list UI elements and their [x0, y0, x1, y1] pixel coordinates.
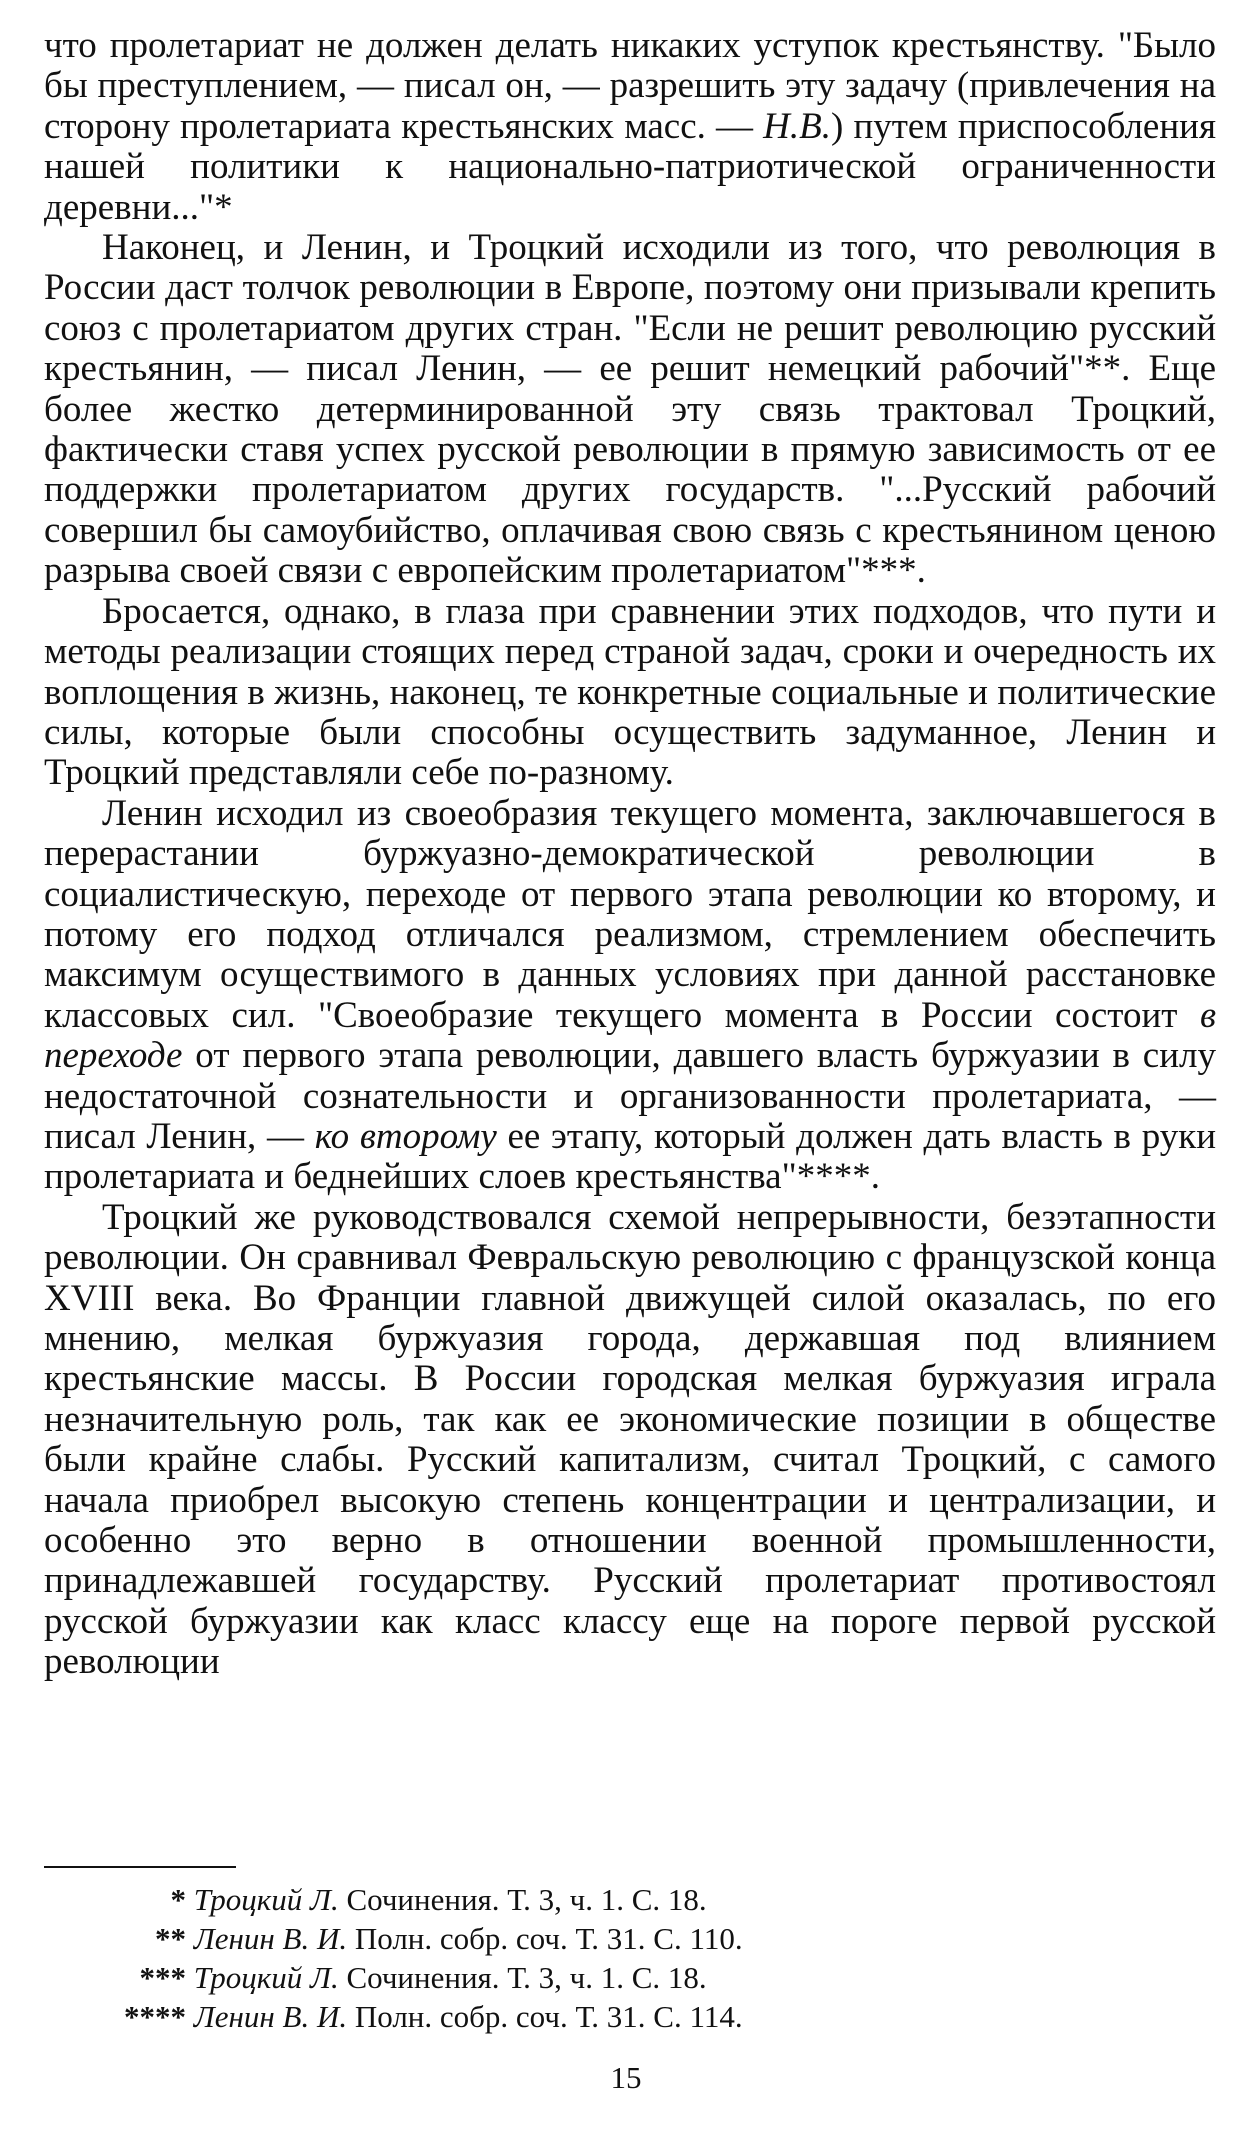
footnote-text: Сочинения. Т. 3, ч. 1. С. 18.: [338, 1882, 707, 1917]
footnote-author: Троцкий Л.: [193, 1882, 339, 1917]
footnote: [104, 1919, 1104, 1958]
footnote-mark: ***: [139, 1960, 186, 1995]
page-body: [44, 26, 1216, 1683]
footnote-author: Ленин В. И.: [193, 1921, 348, 1956]
footnotes: [104, 1880, 1104, 2036]
initials-emphasis: Н.В.: [763, 105, 831, 147]
emphasis-text: в переходе: [44, 994, 1216, 1077]
footnote: [104, 1958, 1104, 1997]
footnote-author: Ленин В. И.: [193, 1999, 348, 2034]
emphasis-text: ко второму: [314, 1115, 497, 1157]
page-number: 15: [610, 2060, 642, 2095]
paragraph: Троцкий же руководствовался схемой непрерывности, безэтапности революции. Он сравнивал Февральскую революцию с французской конца XVIII века. Во Франции главной движущей силой оказалась, по его мнению, мелкая буржуазия города, державшая под влиянием крестьянские массы. В России городская мелкая буржуазия играла незначительную роль, так как ее экономические позиции в обществе были крайне слабы. Русский капитализм, считал Троцкий, с самого начала приобрел высокую степень концентрации и централизации, и особенно это верно в отношении военной промышленности, принадлежавшей государству. Русский пролетариат противостоял русской буржуазии как класс классу еще на пороге первой русской революции: [44, 1196, 1216, 1683]
paragraph-continuation: что пролетариат не должен делать никаких уступок крестьянству. "Было бы преступлением, — писал он, — разрешить эту задачу (привлечения на сторону пролетариата крестьянских масс. — Н.В.) путем приспособления нашей политики к национально-патриотической ограниченности деревни..."*: [44, 25, 1216, 228]
footnote-mark: **: [155, 1921, 186, 1956]
footnote-divider: [44, 1866, 236, 1868]
footnote-author: Троцкий Л.: [193, 1960, 339, 1995]
footnote-mark: *: [170, 1882, 186, 1917]
footnote-text: Полн. собр. соч. Т. 31. С. 114.: [347, 1999, 743, 2034]
footnote: [104, 1880, 1104, 1919]
paragraph: Бросается, однако, в глаза при сравнении этих подходов, что пути и методы реализации стоящих перед страной задач, сроки и очередность их воплощения в жизнь, наконец, те конкретные социальные и политические силы, которые были способны осуществить задуманное, Ленин и Троцкий представляли себе по-разному.: [44, 590, 1216, 794]
footnote-text: Полн. собр. соч. Т. 31. С. 110.: [347, 1921, 743, 1956]
footnote-text: Сочинения. Т. 3, ч. 1. С. 18.: [338, 1960, 707, 1995]
footnote-mark: ****: [124, 1999, 186, 2034]
footnote: [104, 1997, 1104, 2036]
paragraph: Наконец, и Ленин, и Троцкий исходили из того, что революция в России даст толчок революции в Европе, поэтому они призывали крепить союз с пролетариатом других стран. "Если не решит революцию русский крестьянин, — писал Ленин, — ее решит немецкий рабочий"**. Еще более жестко детерминированной эту связь трактовал Троцкий, фактически ставя успех русской революции в прямую зависимость от ее поддержки пролетариатом других государств. "...Русский рабочий совершил бы самоубийство, оплачивая свою связь с крестьянином ценою разрыва своей связи с европейским пролетариатом"***.: [44, 227, 1216, 592]
paragraph: Ленин исходил из своеобразия текущего момента, заключавшегося в перерастании буржуазно-демократической революции в социалистическую, переходе от первого этапа революции ко второму, и потому его подход отличался реализмом, стремлением обеспечить максимум осуществимого в данных условиях при данной расстановке классовых сил. "Своеобразие текущего момента в России состоит в переходе от первого этапа революции, давшего власть буржуазии в силу недостаточной сознательности и организованности пролетариата, — писал Ленин, — ко второму ее этапу, который должен дать власть в руки пролетариата и беднейших слоев крестьянства"****.: [44, 792, 1217, 1198]
